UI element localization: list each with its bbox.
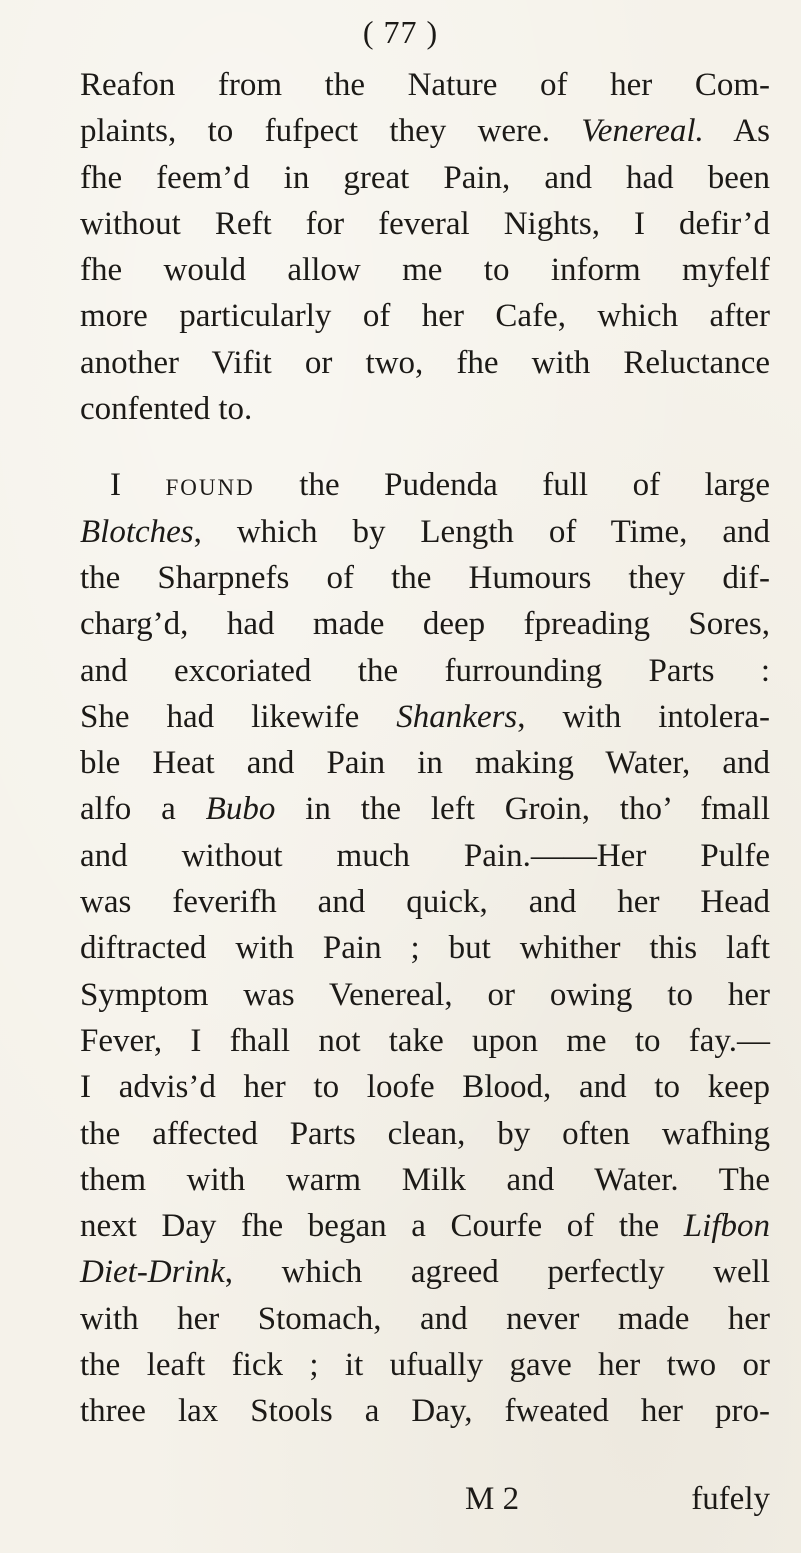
text-run: with her Stomach, and never made her: [80, 1300, 770, 1337]
text-run: them with warm Milk and Water. The: [80, 1161, 770, 1198]
text-line: [80, 1249, 770, 1295]
text-line: [80, 340, 770, 386]
catchword: fufely: [691, 1481, 770, 1517]
text-run: , which by Length of Time, and: [193, 513, 770, 550]
italic-term: Blotches: [80, 513, 194, 550]
text-line: [80, 1018, 770, 1064]
text-line: [80, 201, 770, 247]
signature-mark: M 2: [465, 1481, 520, 1517]
text-run: Fever, I fhall not take upon me to fay.—: [80, 1022, 770, 1059]
text-run: more particularly of her Cafe, which after: [80, 298, 770, 335]
text-run: another Vifit or two, fhe with Reluctance: [80, 344, 770, 381]
text-run: ble Heat and Pain in making Water, and: [80, 745, 770, 782]
page-footer: [80, 1476, 770, 1522]
text-line: [80, 786, 770, 832]
text-run: As: [703, 113, 770, 150]
text-run: , which agreed perfectly well: [224, 1254, 770, 1291]
italic-term: Lifbon: [683, 1208, 770, 1245]
text-run: diftracted with Pain ; but whither this laft: [80, 930, 770, 967]
text-run: She had likewife: [80, 698, 397, 735]
text-run: charg’d, had made deep fpreading Sores,: [80, 606, 770, 643]
text-line: [80, 555, 770, 601]
text-line: [80, 108, 770, 154]
text-line: [80, 62, 770, 108]
text-run: I advis’d her to loofe Blood, and to keep: [80, 1069, 770, 1106]
text-line: [80, 1342, 770, 1388]
text-run: and excoriated the furrounding Parts :: [80, 652, 770, 689]
body-text: [80, 62, 770, 1435]
text-run: was feverifh and quick, and her Head: [80, 884, 770, 921]
text-run: the Pudenda full of large: [254, 467, 770, 504]
text-line: [80, 601, 770, 647]
text-run: the affected Parts clean, by often wafhing: [80, 1115, 770, 1152]
text-line: [80, 1157, 770, 1203]
text-line: [80, 247, 770, 293]
text-run: in the left Groin, tho’ fmall: [275, 791, 771, 828]
text-line: [80, 925, 770, 971]
text-run: next Day fhe began a Courfe of the: [80, 1208, 684, 1245]
text-run: fhe would allow me to inform myfelf: [80, 252, 770, 289]
text-line: [80, 1296, 770, 1342]
text-line: [80, 509, 770, 555]
text-run: confented to.: [80, 391, 253, 428]
text-line: [80, 462, 770, 508]
italic-term: Bubo: [205, 791, 276, 828]
text-run: plaints, to fufpect they were.: [80, 113, 582, 150]
text-line: [80, 1111, 770, 1157]
small-caps-word: found: [165, 467, 255, 504]
italic-term: Diet-Drink: [80, 1254, 225, 1291]
text-run: Reafon from the Nature of her Com-: [80, 67, 770, 103]
text-run: the leaft fick ; it ufually gave her two or: [80, 1347, 770, 1384]
text-line: [80, 833, 770, 879]
text-line: [80, 1203, 770, 1249]
italic-term: Venereal.: [581, 113, 704, 150]
text-line: [80, 879, 770, 925]
text-run: without Reft for feveral Nights, I defir’d: [80, 205, 770, 242]
text-line: [80, 1388, 770, 1434]
text-run: , with intolera-: [517, 698, 770, 735]
text-line: [80, 155, 770, 201]
text-line: [80, 694, 770, 740]
text-run: the Sharpnefs of the Humours they dif-: [80, 559, 770, 596]
text-run: three lax Stools a Day, fweated her pro-: [80, 1393, 770, 1430]
text-run: I: [110, 467, 166, 504]
text-line: [80, 1064, 770, 1110]
text-line: [80, 386, 770, 432]
text-line: [80, 740, 770, 786]
text-run: fhe feem’d in great Pain, and had been: [80, 159, 770, 196]
page-number: ( 77 ): [362, 14, 439, 50]
text-line: [80, 293, 770, 339]
italic-term: Shankers: [396, 698, 518, 735]
text-run: Symptom was Venereal, or owing to her: [80, 976, 770, 1013]
text-run: alfo a: [80, 791, 206, 828]
text-line: [80, 648, 770, 694]
text-line: [80, 972, 770, 1018]
text-run: and without much Pain.——Her Pulfe: [80, 837, 770, 874]
